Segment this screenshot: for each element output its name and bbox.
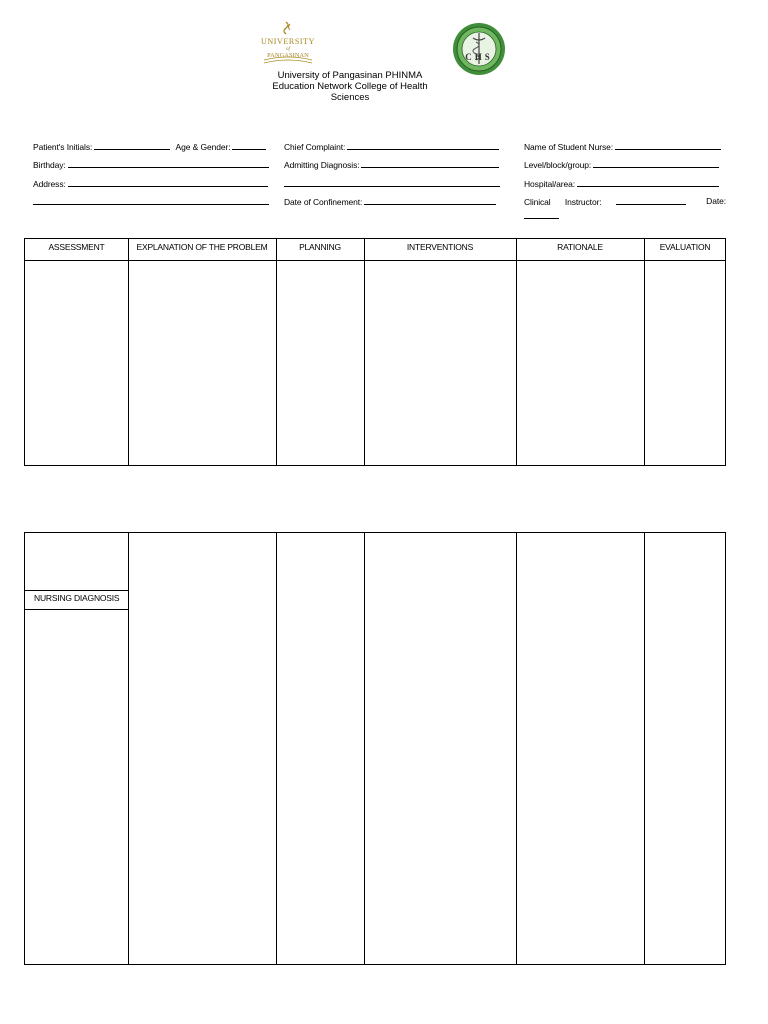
date-label: Date: <box>706 196 726 206</box>
care-plan-table-1 <box>24 238 726 466</box>
logo-of-word: of <box>286 47 290 52</box>
header-explanation: EXPLANATION OF THE PROBLEM <box>136 242 268 252</box>
hospital-area-field[interactable]: Hospital/area: <box>524 178 719 190</box>
chs-seal-logo <box>452 22 506 76</box>
address-field-line-2[interactable] <box>33 196 269 208</box>
student-nurse-field[interactable]: Name of Student Nurse: <box>524 141 721 153</box>
nursing-diagnosis-label: NURSING DIAGNOSIS <box>25 590 128 610</box>
clinical-instructor-field[interactable]: Clinical Instructor: Date: <box>524 196 726 207</box>
university-logo <box>256 20 320 70</box>
header-rationale: RATIONALE <box>557 242 603 252</box>
seal-chs-text: CHS <box>465 52 493 62</box>
address-field[interactable]: Address: <box>33 178 268 190</box>
header-planning: PLANNING <box>299 242 341 252</box>
patient-initials-field[interactable]: Patient's Initials: Age & Gender: <box>33 141 266 153</box>
admitting-diagnosis-line-2[interactable] <box>284 178 500 190</box>
chief-complaint-field[interactable]: Chief Complaint: <box>284 141 499 153</box>
birthday-field[interactable]: Birthday: <box>33 159 269 171</box>
institution-name: University of Pangasinan PHINMA Education Network College of Health Sciences <box>272 70 428 103</box>
header-evaluation: EVALUATION <box>659 242 711 252</box>
date-field-line[interactable] <box>524 210 559 222</box>
header-assessment: ASSESSMENT <box>48 242 105 252</box>
date-of-confinement-field[interactable]: Date of Confinement: <box>284 196 496 208</box>
admitting-diagnosis-field[interactable]: Admitting Diagnosis: <box>284 159 499 171</box>
header-interventions: INTERVENTIONS <box>406 242 474 252</box>
logo-pangasinan-word: PANGASINAN <box>267 52 309 59</box>
level-block-group-field[interactable]: Level/block/group: <box>524 159 719 171</box>
care-plan-table-2 <box>24 532 726 965</box>
logo-university-word: UNIVERSITY <box>261 37 315 46</box>
